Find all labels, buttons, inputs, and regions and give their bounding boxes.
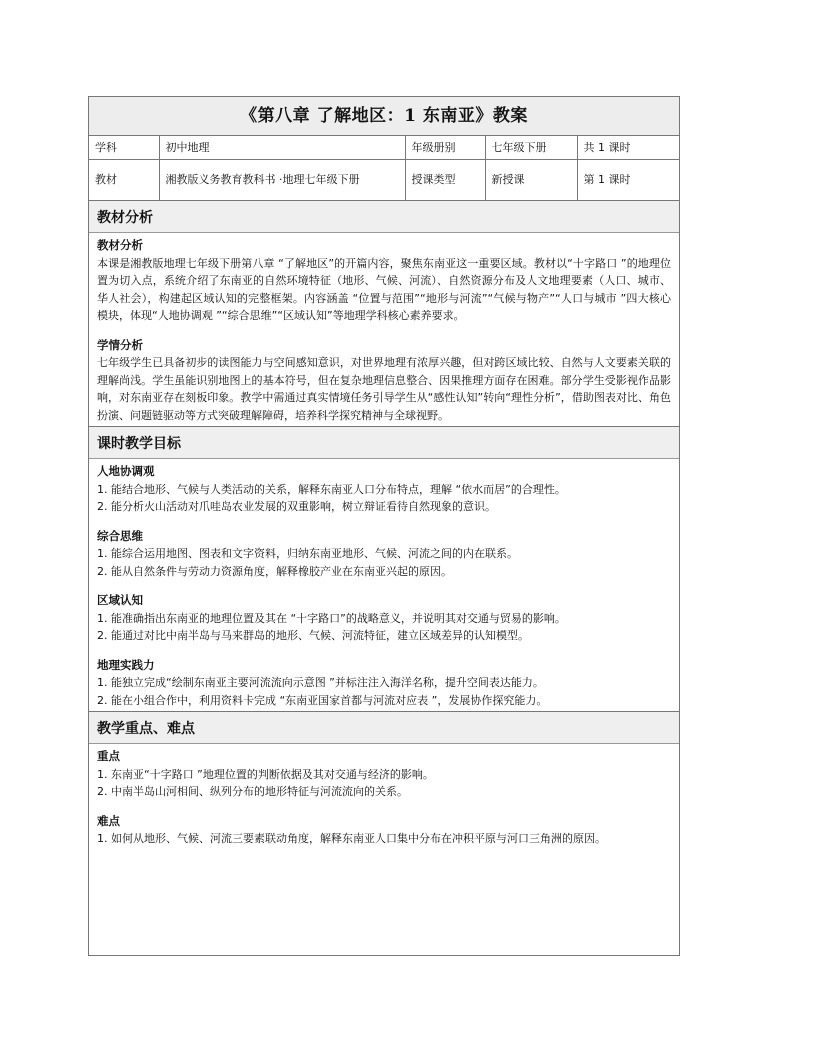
info-row: [89, 160, 679, 201]
focus-title: 重点: [97, 749, 120, 763]
info-cell: 共 1 课时: [577, 136, 679, 160]
section-heading: 教材分析: [89, 201, 679, 233]
section-heading: 课时教学目标: [89, 427, 679, 459]
section-heading: 教学重点、难点: [89, 712, 679, 744]
objective-group-title: 地理实践力: [97, 657, 155, 672]
material-analysis-text: 本课是湘教版地理七年级下册第八章 “了解地区”的开篇内容，聚焦东南亚这一重要区域。教材以“十字路口 ”的地理位置为切入点，系统介绍了东南亚的自然环境特征（地形、气候、河流）、自然资源分布及人文地理要素（人口、城市、华人社会），构建起区域认知的完整框架。内容涵盖 “位置与范围”“地形与河流”“气候与物产”“人口与城市 ”四大核心模块，体现“人地协调观 ”“综合思维”“区域认知”等地理学科核心素养要求。: [97, 256, 671, 322]
keypoints-section: [89, 712, 679, 850]
info-cell: 年级册别: [405, 136, 485, 160]
focus-item: 2. 中南半岛山河相间、纵列分布的地形特征与河流流向的关系。: [97, 785, 408, 798]
objective-item: 1. 能独立完成“绘制东南亚主要河流流向示意图 ”并标注注入海洋名称，提升空间表达能力。: [97, 676, 544, 689]
subsection-title: 学情分析: [97, 337, 143, 352]
focus-item: 1. 东南亚“十字路口 ”地理位置的判断依据及其对交通与经济的影响。: [97, 767, 434, 781]
info-cell: 湘教版义务教育教科书 ·地理七年级下册: [159, 160, 405, 201]
info-cell: 新授课: [485, 160, 577, 201]
objective-group-title: 人地协调观: [97, 464, 155, 478]
subsection-title: 教材分析: [97, 238, 143, 252]
info-cell: 授课类型: [405, 160, 485, 201]
analysis-section: [89, 201, 679, 427]
objective-group-title: 区域认知: [97, 593, 143, 607]
objective-item: 2. 能通过对比中南半岛与马来群岛的地形、气候、河流特征，建立区域差异的认知模型。: [97, 629, 529, 642]
info-cell: 第 1 课时: [577, 160, 679, 201]
objective-item: 1. 能综合运用地图、图表和文字资料，归纳东南亚地形、气候、河流之间的内在联系。: [97, 547, 518, 560]
objective-item: 2. 能从自然条件与劳动力资源角度，解释橡胶产业在东南亚兴起的原因。: [97, 564, 452, 578]
info-cell: 七年级下册: [485, 136, 577, 160]
lesson-plan-document: [88, 96, 680, 956]
objectives-section: [89, 427, 679, 712]
info-table: [89, 136, 679, 201]
info-cell: 教材: [89, 160, 159, 201]
info-cell: 初中地理: [159, 136, 405, 160]
objective-item: 1. 能结合地形、气候与人类活动的关系，解释东南亚人口分布特点，理解 “依水而居”的合理性。: [97, 482, 566, 496]
info-cell: 学科: [89, 136, 159, 160]
difficulty-item: 1. 如何从地形、气候、河流三要素联动角度，解释东南亚人口集中分布在冲积平原与河口三角洲的原因。: [97, 832, 606, 845]
info-row: [89, 136, 679, 160]
objective-item: 1. 能准确指出东南亚的地理位置及其在 “十字路口”的战略意义，并说明其对交通与贸易的影响。: [97, 611, 566, 625]
difficulty-title: 难点: [97, 813, 120, 828]
student-analysis-text: 七年级学生已具备初步的读图能力与空间感知意识，对世界地理有浓厚兴趣，但对跨区域比较、自然与人文要素关联的理解尚浅。学生虽能识别地图上的基本符号，但在复杂地理信息整合、因果推理方面存在困难。部分学生受影视作品影响，对东南亚存在刻板印象。教学中需通过真实情境任务引导学生从“感性认知”转向“理性分析”，借助图表对比、角色扮演、问题链驱动等方式突破理解障碍，培养科学探究精神与全球视野。: [97, 356, 671, 422]
objective-item: 2. 能在小组合作中，利用资料卡完成 “东南亚国家首都与河流对应表 ”，发展协作探究能力。: [97, 693, 548, 707]
objective-item: 2. 能分析火山活动对爪哇岛农业发展的双重影响，树立辩证看待自然现象的意识。: [97, 500, 496, 513]
document-title: 《第八章 了解地区：1 东南亚》教案: [89, 97, 679, 136]
objective-group-title: 综合思维: [97, 528, 143, 543]
